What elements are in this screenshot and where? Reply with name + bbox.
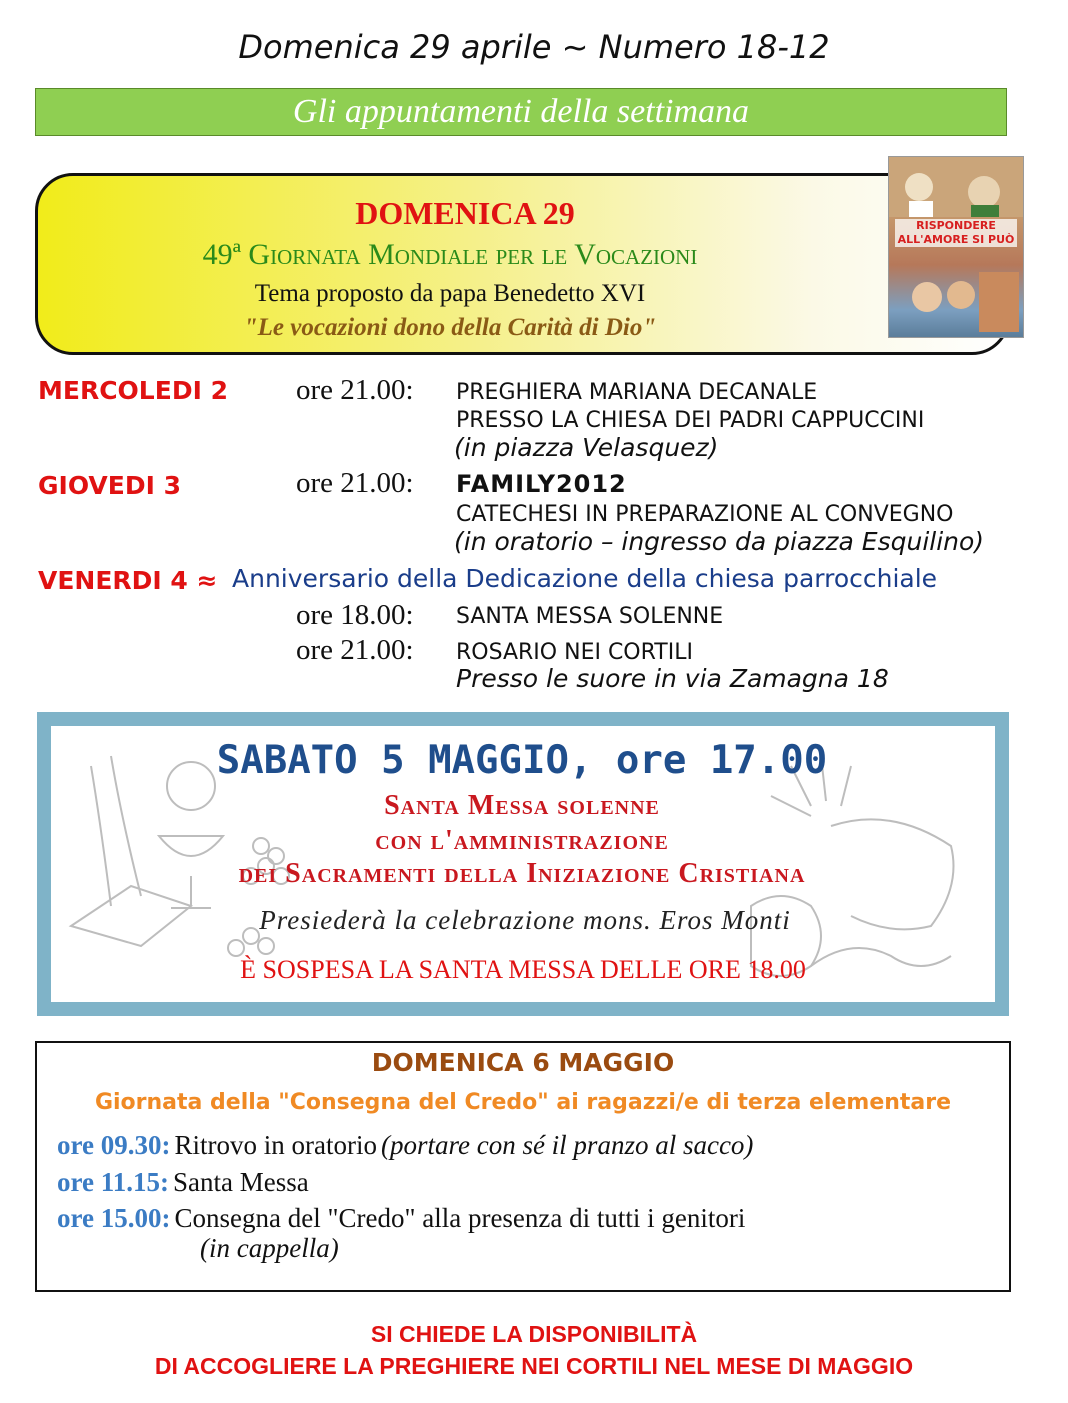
saturday-line-2: con l'amministrazione <box>375 825 669 856</box>
friday-announcement: Anniversario della Dedicazione della chiesa parrocchiale <box>232 564 938 593</box>
sunday6-note: (portare con sé il pranzo al sacco) <box>380 1130 754 1160</box>
event-thursday-note: (in oratorio – ingresso da piazza Esquilino) <box>454 527 985 556</box>
sunday6-time: ore 15.00: <box>57 1203 171 1233</box>
sunday6-item <box>57 1130 753 1161</box>
event-friday-mass: SANTA MESSA SOLENNE <box>456 604 724 629</box>
time-friday-rosary: ore 21.00: <box>296 634 414 666</box>
day-thursday: GIOVEDI 3 <box>38 471 181 500</box>
day-wednesday: MERCOLEDI 2 <box>38 376 228 405</box>
event-friday-rosary: ROSARIO NEI CORTILI <box>456 640 693 665</box>
sunday29-day: DOMENICA 29 <box>355 195 575 231</box>
saturday-line-3: dei Sacramenti della Iniziazione Cristiana <box>238 858 806 889</box>
sunday6-text: Consegna del "Credo" alla presenza di tutti i genitori <box>174 1203 746 1233</box>
time-thursday: ore 21.00: <box>296 467 414 499</box>
sunday29-quote: "Le vocazioni dono della Carità di Dio" <box>243 314 657 341</box>
sunday6-time: ore 09.30: <box>57 1130 171 1160</box>
sunday6-text: Ritrovo in oratorio <box>174 1130 377 1160</box>
sunday6-text: Santa Messa <box>172 1167 309 1197</box>
event-thursday-title: FAMILY2012 <box>456 470 627 498</box>
vocations-poster-image <box>888 156 1024 338</box>
sunday6-note: (in cappella) <box>200 1233 339 1263</box>
time-friday-mass: ore 18.00: <box>296 599 414 631</box>
event-wednesday-line: PRESSO LA CHIESA DEI PADRI CAPPUCCINI <box>456 408 925 433</box>
sunday29-theme: Tema proposto da papa Benedetto XVI <box>254 280 646 307</box>
event-wednesday-note: (in piazza Velasquez) <box>454 433 719 462</box>
sunday6-title: DOMENICA 6 MAGGIO <box>371 1048 675 1077</box>
bulletin-title: Domenica 29 aprile ~ Numero 18-12 <box>238 28 830 66</box>
saturday-notice: È SOSPESA LA SANTA MESSA DELLE ORE 18.00 <box>240 955 806 984</box>
saturday-line-1: Santa Messa solenne <box>384 790 660 821</box>
poster-illustration-icon <box>889 157 1023 337</box>
sunday6-time: ore 11.15: <box>57 1167 169 1197</box>
week-banner: Gli appuntamenti della settimana <box>35 88 1007 136</box>
event-friday-rosary-note: Presso le suore in via Zamagna 18 <box>456 664 889 693</box>
time-wednesday: ore 21.00: <box>296 374 414 406</box>
poster-text: RISPONDERE ALL'AMORE SI PUÒ <box>895 219 1017 247</box>
saturday-presider: Presiederà la celebrazione mons. Eros Monti <box>259 905 791 935</box>
day-friday: VENERDI 4 ≈ <box>38 566 218 595</box>
sunday6-item <box>57 1167 309 1198</box>
sunday6-item <box>57 1203 745 1234</box>
event-wednesday-title: PREGHIERA MARIANA DECANALE <box>456 380 818 405</box>
sunday29-event: 49ª Giornata Mondiale per le Vocazioni <box>202 238 698 271</box>
footer-line-1: SI CHIEDE LA DISPONIBILITÀ <box>370 1321 698 1347</box>
event-thursday-line: CATECHESI IN PREPARAZIONE AL CONVEGNO <box>456 502 954 527</box>
sunday6-subtitle: Giornata della "Consegna del Credo" ai ragazzi/e di terza elementare <box>94 1090 952 1115</box>
saturday-title: SABATO 5 MAGGIO, ore 17.00 <box>216 738 828 783</box>
footer-line-2: DI ACCOGLIERE LA PREGHIERE NEI CORTILI NEL MESE DI MAGGIO <box>154 1353 914 1379</box>
